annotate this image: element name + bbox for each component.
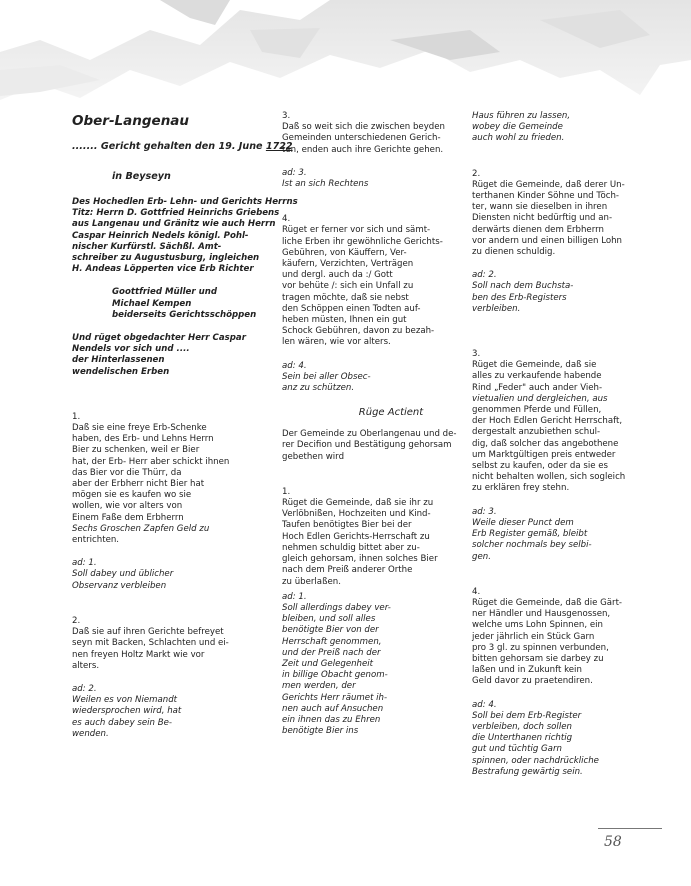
court-date	[72, 141, 293, 153]
text-line: Der Gemeinde zu Oberlangenau und de-	[282, 429, 457, 440]
text-line: Soll bei dem Erb-Register	[472, 710, 582, 721]
ruege-ad-2	[472, 270, 657, 315]
text-line: Rüget die Gemeinde, daß sie	[472, 360, 597, 371]
text-line: nach dem Preiß anderer Orthe	[282, 565, 413, 576]
ruege-item-1	[282, 487, 460, 588]
text-line: Titz: Herrn D. Gottfried Heinrichs Griebens	[72, 208, 280, 219]
text-line: ad: 4.	[472, 699, 497, 710]
text-line: der Hoch Edlen Gericht Herrschaft,	[472, 416, 623, 427]
text-line: Rind „Feder" auch ander Vieh-	[472, 382, 603, 393]
text-line: die Unterthanen richtig	[472, 733, 573, 744]
text-line: Weilen es von Niemandt	[72, 695, 178, 706]
text-line: dergestalt anzubiethen schul-	[472, 427, 601, 438]
text-line: nehmen schuldig bittet aber zu-	[282, 542, 420, 553]
text-line: 4.	[282, 214, 291, 225]
text-line: dig, daß solcher das angebothene	[472, 438, 619, 449]
text-line: ad: 3.	[472, 506, 497, 517]
text-line: Observanz verbleiben	[72, 580, 167, 591]
text-line: gleich gehorsam, ihnen solches Bier	[282, 554, 438, 565]
text-line: ad: 2.	[472, 270, 497, 281]
text-line: 3.	[472, 349, 481, 360]
text-line: zu überlaßen.	[282, 576, 341, 587]
court-date-text: ....... Gericht gehalten den 19. June	[72, 141, 266, 152]
text-line: solcher nochmals bey selbi-	[472, 540, 592, 551]
text-line: ner Händler und Hausgenossen,	[472, 609, 611, 620]
court-year: 1722	[265, 141, 293, 152]
text-line: Geld davor zu praetendiren.	[472, 676, 593, 687]
text-line: wiedersprochen wird, hat	[72, 706, 182, 717]
text-line: schreiber zu Augustusburg, ingleichen	[72, 253, 260, 264]
text-line: 1.	[72, 411, 81, 422]
page-number-rule	[598, 828, 662, 829]
text-line: vor behüte /: sich ein Unfall zu	[282, 281, 414, 292]
text-line: anz zu schützen.	[282, 383, 355, 394]
ruege-ad-4	[472, 700, 657, 778]
text-line: heben müsten, Ihnen ein gut	[282, 315, 407, 326]
text-line: ten, enden auch ihre Gerichte gehen.	[282, 144, 444, 155]
text-line: zu erklären frey stehn.	[472, 483, 570, 494]
text-line: Verlöbnißen, Hochzeiten und Kind-	[282, 509, 431, 520]
text-line: nicht behalten wollen, sich sogleich	[472, 472, 626, 483]
ruege-ad-1	[282, 592, 460, 738]
text-line: Des Hochedlen Erb- Lehn- und Gerichts Herrns	[72, 197, 298, 207]
text-line: gen.	[472, 551, 491, 562]
text-line: Schock Gebühren, davon zu bezah-	[282, 326, 435, 337]
text-line: es auch dabey sein Be-	[72, 717, 173, 728]
text-line: Diensten nicht bedürftig und an-	[472, 213, 613, 224]
text-line: selbst zu kaufen, oder da sie es	[472, 461, 609, 472]
text-line: Und rüget obgedachter Herr Caspar	[72, 333, 246, 344]
text-line: Hoch Edlen Gerichts-Herrschaft zu	[282, 531, 430, 542]
text-line: haben, des Erb- und Lehns Herrn	[72, 434, 214, 445]
text-line: Goottfried Müller und	[112, 287, 217, 298]
ad-4	[282, 361, 460, 395]
text-line: 4.	[472, 586, 481, 597]
text-line: men werden, der	[282, 681, 356, 692]
text-line: 3.	[282, 111, 291, 121]
text-line: auch wohl zu frieden.	[472, 133, 565, 144]
text-line: terthanen Kinder Söhne und Töch-	[472, 191, 620, 202]
text-line: Gemeinden unterschiedenen Gerich-	[282, 133, 441, 144]
text-line: käufern, Verzichten, Verträgen	[282, 259, 414, 270]
text-line: H. Andeas Löpperten vice Erb Richter	[72, 264, 254, 275]
text-line: wobey die Gemeinde	[472, 122, 563, 133]
text-line: Bestrafung gewärtig sein.	[472, 766, 583, 777]
text-line: verbleiben.	[472, 303, 521, 314]
text-line: tragen möchte, daß sie nebst	[282, 292, 409, 303]
text-line: 1.	[282, 486, 291, 497]
text-line: und dergl. auch da :/ Gott	[282, 270, 393, 281]
text-line: Bier zu schenken, weil er Bier	[72, 445, 200, 456]
text-line: und der Preiß nach der	[282, 647, 381, 658]
text-line: den Schöppen einen Todten auf-	[282, 303, 421, 314]
ruege-item-2	[472, 169, 657, 259]
text-line: 2.	[72, 615, 81, 626]
text-line: Haus führen zu lassen,	[472, 111, 571, 121]
ruege-item-4	[472, 587, 657, 688]
text-line: Soll nach dem Buchsta-	[472, 281, 574, 292]
text-line: aus Langenau und Gränitz wie auch Herrn	[72, 219, 276, 230]
text-line: Sechs Groschen Zapfen Geld zu	[72, 523, 210, 534]
column-middle	[282, 111, 460, 737]
item-2	[72, 616, 257, 672]
text-line: gebethen wird	[282, 451, 345, 462]
ruege-heading: Rüge Actient	[358, 407, 424, 419]
text-line: bleiben, und soll alles	[282, 614, 376, 625]
text-line: bitten gehorsam sie darbey zu	[472, 653, 604, 664]
text-line: Caspar Heinrich Nedels königl. Pohl-	[72, 230, 249, 241]
ad-3	[282, 168, 460, 190]
text-line: gut und tüchtig Garn	[472, 744, 562, 755]
text-line: Zeit und Gelegenheit	[282, 658, 374, 669]
text-line: Taufen benötigtes Bier bei der	[282, 520, 412, 531]
text-line: Nendels vor sich und ....	[72, 344, 190, 355]
text-line: aber der Erbherr nicht Bier hat	[72, 479, 205, 490]
text-line: das Bier vor die Thürr, da	[72, 467, 182, 478]
text-line: hat, der Erb- Herr aber schickt ihnen	[72, 456, 230, 467]
text-line: vietualien und dergleichen, aus	[472, 393, 608, 404]
text-line: len wären, wie vor alters.	[282, 337, 391, 348]
text-line: ad: 3.	[282, 167, 307, 178]
text-line: ad: 1.	[72, 558, 97, 569]
ruege-ad-3	[472, 507, 657, 563]
text-line: Erb Register gemäß, bleibt	[472, 529, 588, 540]
text-line: in billige Obacht genom-	[282, 670, 388, 681]
text-line: zu dienen schuldig.	[472, 247, 556, 258]
text-line: Rüget die Gemeinde, daß sie ihr zu	[282, 498, 434, 509]
text-line: ad: 4.	[282, 360, 307, 371]
item-1	[72, 412, 257, 546]
text-line: alters.	[72, 660, 100, 671]
intro-paragraph	[72, 197, 298, 275]
text-line: benötigte Bier von der	[282, 625, 379, 636]
text-line: mögen sie es kaufen wo sie	[72, 490, 192, 501]
text-line: liche Erben ihr gewöhnliche Gerichts-	[282, 236, 443, 247]
text-line: nen freyen Holtz Markt wie vor	[72, 649, 205, 660]
ruget-paragraph	[72, 333, 257, 378]
text-line: entrichten.	[72, 535, 120, 546]
text-line: genommen Pferde und Füllen,	[472, 405, 602, 416]
text-line: laßen und in Zukunft kein	[472, 665, 582, 676]
text-line: Weile dieser Punct dem	[472, 517, 574, 528]
page-number: 58	[604, 834, 622, 850]
schoeppen-paragraph	[112, 287, 257, 321]
ruege-ad-1-continued	[472, 111, 657, 145]
item-3	[282, 111, 460, 156]
text-line: wendelischen Erben	[72, 366, 170, 377]
text-line: ad: 2.	[72, 683, 97, 694]
text-line: Ist an sich Rechtens	[282, 179, 369, 190]
text-line: benötigte Bier ins	[282, 726, 359, 737]
text-line: welche ums Lohn Spinnen, ein	[472, 620, 603, 631]
text-line: Gerichts Herr räumet ih-	[282, 692, 388, 703]
text-line: Daß sie auf ihren Gerichte befreyet	[72, 627, 224, 638]
text-line: um Marktgültigen preis entweder	[472, 449, 616, 460]
text-line: Daß sie eine freye Erb-Schenke	[72, 423, 207, 434]
text-line: ter, wann sie dieselben in ihren	[472, 202, 608, 213]
text-line: ein ihnen das zu Ehren	[282, 714, 381, 725]
text-line: seyn mit Backen, Schlachten und ei-	[72, 638, 229, 649]
text-line: jeder jährlich ein Stück Garn	[472, 631, 595, 642]
text-line: Rüget er ferner vor sich und sämt-	[282, 225, 431, 236]
text-line: 2.	[472, 168, 481, 179]
text-line: Sein bei aller Obsec-	[282, 371, 371, 382]
gemeinde-intro	[282, 429, 460, 463]
text-line: Einem Faße dem Erbherrn	[72, 512, 184, 523]
text-line: Daß so weit sich die zwischen beyden	[282, 122, 445, 133]
text-line: wenden.	[72, 728, 109, 739]
text-line: Soll allerdings dabey ver-	[282, 602, 391, 613]
text-line: beiderseits Gerichtsschöppen	[112, 309, 257, 320]
text-line: derwärts dienen dem Erbherrn	[472, 224, 604, 235]
ruege-item-3	[472, 349, 657, 495]
text-line: Michael Kempen	[112, 298, 192, 309]
text-line: wollen, wie vor alters von	[72, 501, 183, 512]
text-line: Rüget die Gemeinde, daß derer Un-	[472, 179, 625, 190]
text-line: Gebühren, von Käuffern, Ver-	[282, 247, 407, 258]
document-title: Ober-Langenau	[72, 113, 190, 129]
text-line: alles zu verkaufende habende	[472, 371, 602, 382]
text-line: Herrschaft genommen,	[282, 636, 382, 647]
text-line: nen auch auf Ansuchen	[282, 703, 384, 714]
text-line: vor andern und einen billigen Lohn	[472, 235, 623, 246]
ad-1	[72, 558, 257, 592]
text-line: ben des Erb-Registers	[472, 292, 567, 303]
text-line: der Hinterlassenen	[72, 355, 165, 366]
ad-2	[72, 684, 257, 740]
item-4	[282, 214, 460, 348]
beyseyn-heading: in Beyseyn	[112, 171, 171, 182]
text-line: nischer Kurfürstl. Sächßl. Amt-	[72, 241, 222, 252]
text-line: spinnen, oder nachdrückliche	[472, 755, 599, 766]
text-line: pro 3 gl. zu spinnen verbunden,	[472, 642, 609, 653]
text-line: rer Decifion und Bestätigung gehorsam	[282, 440, 452, 451]
text-line: Soll dabey und üblicher	[72, 569, 174, 580]
text-line: Rüget die Gemeinde, daß die Gärt-	[472, 597, 623, 608]
text-line: verbleiben, doch sollen	[472, 721, 572, 732]
column-right	[472, 111, 657, 778]
text-line: ad: 1.	[282, 591, 307, 602]
